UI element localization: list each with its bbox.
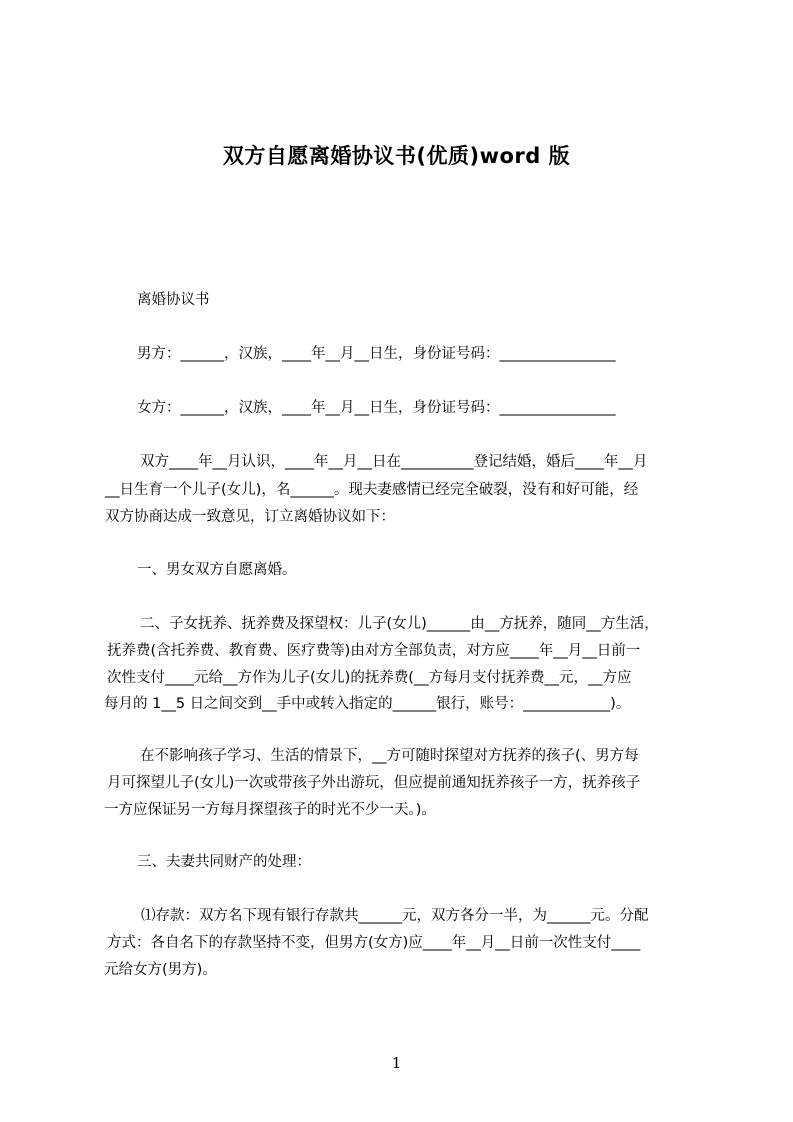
clause-two-line: 二、子女抚养、抚养费及探望权：儿子(女儿)______由__方抚养，随同__方生活， bbox=[140, 616, 659, 632]
agreement-heading: 离婚协议书 bbox=[137, 292, 210, 308]
clause-three: 三、夫妻共同财产的处理： bbox=[137, 854, 311, 870]
paragraph-line: 双方____年__月认识，____年__月__日在__________登记结婚，婚后____年__月 bbox=[140, 454, 648, 470]
visitation-line: 一方应保证另一方每月探望孩子的时光不少一天。)。 bbox=[104, 802, 436, 818]
paragraph-line: 双方协商达成一致意见，订立离婚协议如下： bbox=[105, 509, 395, 525]
clause-two-line: 每月的 1__5 日之间交到__手中或转入指定的______银行，账号：____________)。 bbox=[104, 696, 631, 712]
deposit-line: 方式：各自名下的存款坚持不变，但男方(女方)应____年__月__日前一次性支付____ bbox=[107, 935, 641, 951]
deposit-line: 元给女方(男方)。 bbox=[104, 962, 217, 978]
clause-two-line: 抚养费(含托养费、教育费、医疗费等)由对方全部负责，对方应____年__月__日前一 bbox=[107, 643, 641, 659]
clause-one: 一、男女双方自愿离婚。 bbox=[137, 562, 297, 578]
visitation-line: 月可探望儿子(女儿)一次或带孩子外出游玩，但应提前通知抚养孩子一方，抚养孩子 bbox=[107, 775, 641, 791]
deposit-line: ⑴存款：双方名下现有银行存款共______元，双方各分一半，为______元。分配 bbox=[141, 908, 649, 924]
paragraph-line: __日生育一个儿子(女儿)，名______。现夫妻感情已经完全破裂，没有和好可能，经 bbox=[105, 482, 639, 498]
document-title: 双方自愿离婚协议书(优质)word 版 bbox=[222, 144, 571, 168]
female-party-line: 女方：______，汉族，____年__月__日生，身份证号码：________________ bbox=[137, 400, 616, 416]
page-number: 1 bbox=[391, 1054, 402, 1072]
visitation-line: 在不影响孩子学习、生活的情景下，__方可随时探望对方抚养的孩子(、男方每 bbox=[140, 748, 639, 764]
male-party-line: 男方：______，汉族，____年__月__日生，身份证号码：________________ bbox=[137, 346, 616, 362]
clause-two-line: 次性支付____元给__方作为儿子(女儿)的抚养费(__方每月支付抚养费__元，__方应 bbox=[107, 670, 632, 686]
